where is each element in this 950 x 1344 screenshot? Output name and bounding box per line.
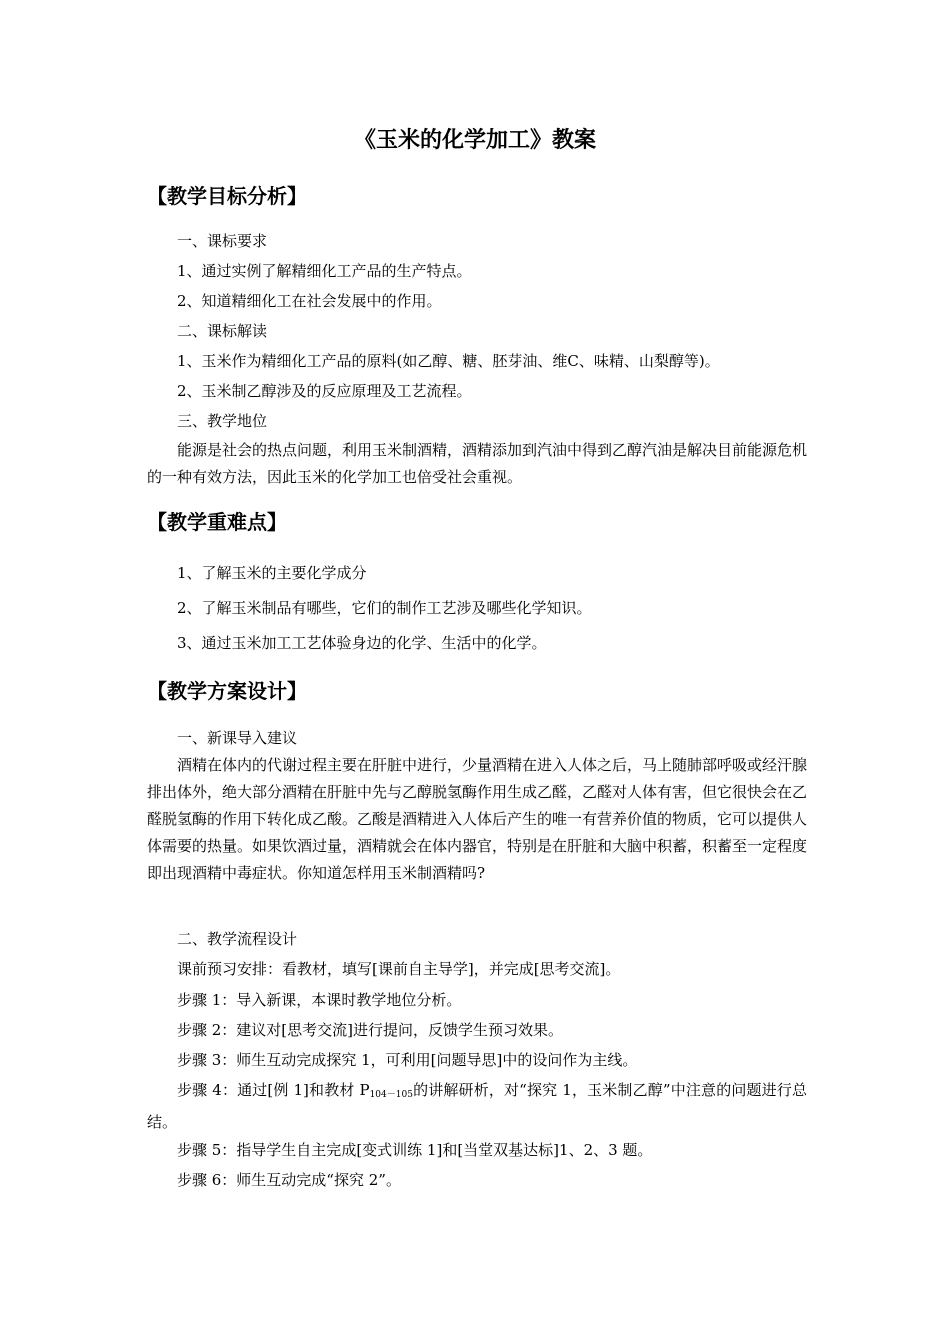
step-5: 步骤 5：指导学生自主完成[变式训练 1]和[当堂双基达标]1、2、3 题。 xyxy=(177,1141,653,1159)
step-4 xyxy=(147,1077,807,1136)
teaching-status-paragraph: 能源是社会的热点问题，利用玉米制酒精，酒精添加到汽油中得到乙醇汽油是解决目前能源危机的一种有效方法，因此玉米的化学加工也倍受社会重视。 xyxy=(147,441,808,486)
subheading-teaching-flow: 二、教学流程设计 xyxy=(177,930,298,948)
interpretation-item-1: 1、玉米作为精细化工产品的原料(如乙醇、糖、胚芽油、维C、味精、山梨醇等)。 xyxy=(177,352,720,370)
step-2: 步骤 2：建议对[思考交流]进行提问，反馈学生预习效果。 xyxy=(177,1021,564,1039)
interpretation-item-2: 2、玉米制乙醇涉及的反应原理及工艺流程。 xyxy=(177,382,472,400)
subheading-teaching-status: 三、教学地位 xyxy=(177,412,268,430)
step-1: 步骤 1：导入新课，本课时教学地位分析。 xyxy=(177,991,462,1009)
step-6: 步骤 6：师生互动完成“探究 2”。 xyxy=(177,1171,401,1189)
subheading-curriculum-requirements: 一、课标要求 xyxy=(177,232,268,250)
key-point-item-1: 1、了解玉米的主要化学成分 xyxy=(177,564,367,582)
document-title: 《玉米的化学加工》教案 xyxy=(353,128,596,153)
requirement-item-1: 1、通过实例了解精细化工产品的生产特点。 xyxy=(177,262,472,280)
step-4-text-end: 的讲解研析，对“探究 1，玉米制乙醇”中注意的问题进行总结。 xyxy=(147,1081,807,1131)
step-4-text-start: 步骤 4：通过[例 1]和教材 P xyxy=(177,1081,370,1099)
key-point-item-3: 3、通过玉米加工工艺体验身边的化学、生活中的化学。 xyxy=(177,634,547,652)
preview-arrangement: 课前预习安排：看教材，填写[课前自主导学]，并完成[思考交流]。 xyxy=(177,960,621,978)
subheading-lesson-intro: 一、新课导入建议 xyxy=(177,729,298,747)
section-heading-plan-design: 【教学方案设计】 xyxy=(147,679,307,703)
step-3: 步骤 3：师生互动完成探究 1，可利用[问题导思]中的设问作为主线。 xyxy=(177,1051,638,1069)
subheading-curriculum-interpretation: 二、课标解读 xyxy=(177,322,268,340)
lesson-intro-paragraph: 酒精在体内的代谢过程主要在肝脏中进行，少量酒精在进入人体之后，马上随肺部呼吸或经汗腺排出体外，绝大部分酒精在肝脏中先与乙醇脱氢酶作用生成乙醛，乙醛对人体有害，但它很快会在乙醛脱氢酶的作用下转化成乙酸。乙酸是酒精进入人体后产生的唯一有营养价值的物质，它可以提供人体需要的热量。如果饮酒过量，酒精就会在体内器官，特别是在肝脏和大脑中积蓄，积蓄至一定程度即出现酒精中毒症状。你知道怎样用玉米制酒精吗? xyxy=(147,756,808,882)
requirement-item-2: 2、知道精细化工在社会发展中的作用。 xyxy=(177,292,442,310)
key-point-item-2: 2、了解玉米制品有哪些，它们的制作工艺涉及哪些化学知识。 xyxy=(177,599,592,617)
step-4-page-range: 104－105 xyxy=(369,1090,413,1100)
section-heading-objectives: 【教学目标分析】 xyxy=(147,184,307,208)
section-heading-key-points: 【教学重难点】 xyxy=(147,510,287,534)
